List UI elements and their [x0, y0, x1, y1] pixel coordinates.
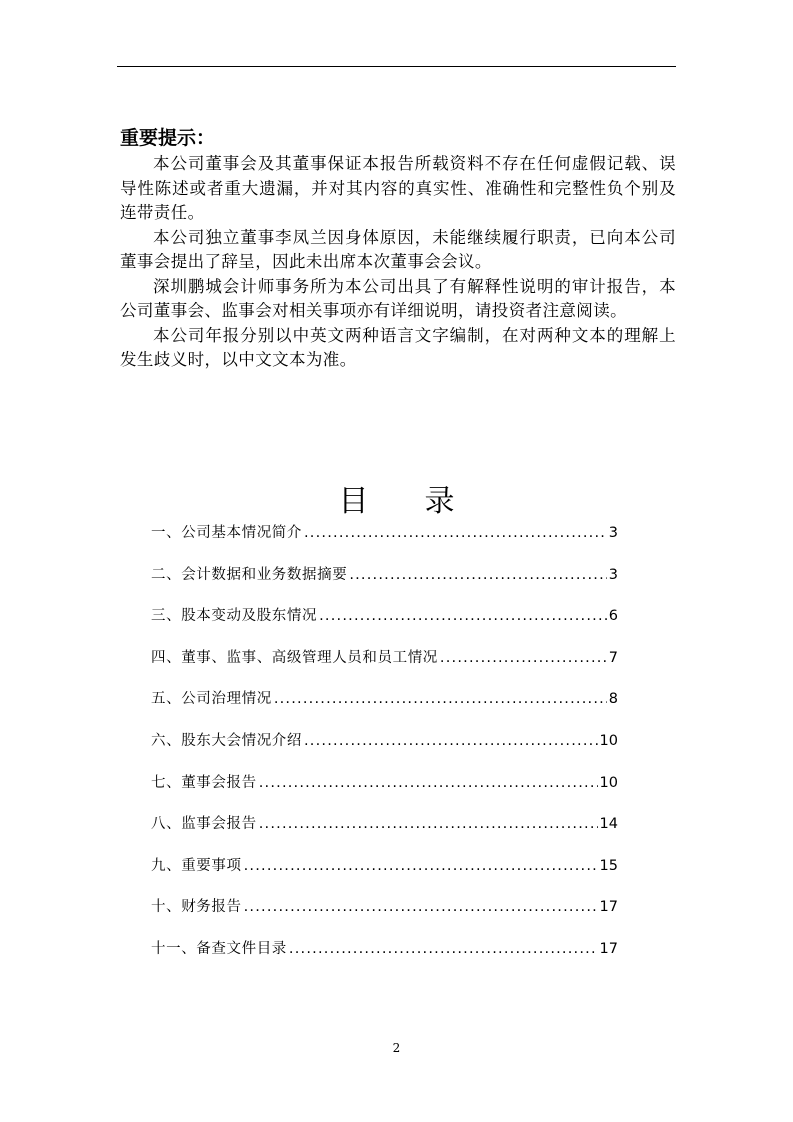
toc-leader-dots — [274, 688, 607, 710]
toc-entry-label: 二、会计数据和业务数据摘要 — [151, 566, 348, 583]
toc-entry-page: 7 — [608, 649, 618, 666]
toc-entry-page: 3 — [608, 566, 618, 583]
toc-leader-dots — [244, 855, 598, 877]
toc-leader-dots — [440, 647, 607, 669]
notice-paragraph: 本公司独立董事李凤兰因身体原因，未能继续履行职责，已向本公司董事会提出了辞呈，因此未出席本次董事会会议。 — [120, 227, 676, 271]
toc-leader-dots — [289, 938, 598, 960]
toc-entry-page: 15 — [599, 857, 618, 874]
toc-entry[interactable] — [151, 730, 618, 772]
toc-entry-label: 五、公司治理情况 — [151, 691, 272, 708]
toc-entry-label: 八、监事会报告 — [151, 816, 257, 833]
toc-entry[interactable] — [151, 605, 618, 647]
toc-entry-page: 10 — [599, 732, 618, 749]
toc-entry-page: 17 — [599, 899, 618, 916]
toc-entry[interactable] — [151, 772, 618, 814]
toc-entry-label: 十、财务报告 — [151, 899, 242, 916]
toc-entry-label: 十一、备查文件目录 — [151, 940, 287, 957]
page-number: 2 — [392, 1041, 401, 1055]
toc-entry-page: 3 — [608, 525, 618, 541]
toc-entry[interactable] — [151, 564, 618, 606]
toc-leader-dots — [259, 772, 598, 794]
notice-paragraph: 深圳鹏城会计师事务所为本公司出具了有解释性说明的审计报告，本公司董事会、监事会对相关事项亦有详细说明，请投资者注意阅读。 — [120, 276, 676, 320]
toc-entry-page: 14 — [599, 816, 618, 833]
toc-entry-label: 九、重要事项 — [151, 857, 242, 874]
toc-entry[interactable] — [151, 688, 618, 730]
toc-entry[interactable] — [151, 813, 618, 855]
toc-leader-dots — [349, 564, 606, 586]
header-rule — [117, 66, 676, 67]
notice-paragraph: 本公司董事会及其董事保证本报告所载资料不存在任何虚假记载、误导性陈述或者重大遗漏，并对其内容的真实性、准确性和完整性负个别及连带责任。 — [120, 154, 676, 222]
table-of-contents — [151, 522, 618, 980]
toc-entry[interactable] — [151, 855, 618, 897]
toc-entry-page: 8 — [608, 691, 618, 708]
toc-title: 目录 — [338, 484, 511, 519]
toc-leader-dots — [304, 522, 607, 544]
notice-title: 重要提示： — [120, 127, 216, 149]
toc-entry[interactable] — [151, 522, 618, 564]
toc-entry-page: 6 — [608, 608, 618, 625]
toc-leader-dots — [244, 896, 598, 918]
toc-entry-label: 四、董事、监事、高级管理人员和员工情况 — [151, 649, 438, 666]
toc-entry[interactable] — [151, 938, 618, 980]
toc-entry-page: 17 — [599, 940, 618, 957]
important-notice — [120, 124, 676, 373]
toc-entry-page: 10 — [599, 774, 618, 791]
toc-leader-dots — [259, 813, 598, 835]
toc-leader-dots — [304, 730, 598, 752]
toc-entry-label: 六、股东大会情况介绍 — [151, 732, 302, 749]
toc-entry[interactable] — [151, 647, 618, 689]
toc-entry[interactable] — [151, 896, 618, 938]
toc-entry-label: 一、公司基本情况简介 — [151, 525, 302, 541]
toc-entry-label: 七、董事会报告 — [151, 774, 257, 791]
notice-paragraph: 本公司年报分别以中英文两种语言文字编制，在对两种文本的理解上发生歧义时，以中文文本为准。 — [120, 325, 676, 369]
toc-entry-label: 三、股本变动及股东情况 — [151, 608, 318, 625]
toc-leader-dots — [319, 605, 607, 627]
